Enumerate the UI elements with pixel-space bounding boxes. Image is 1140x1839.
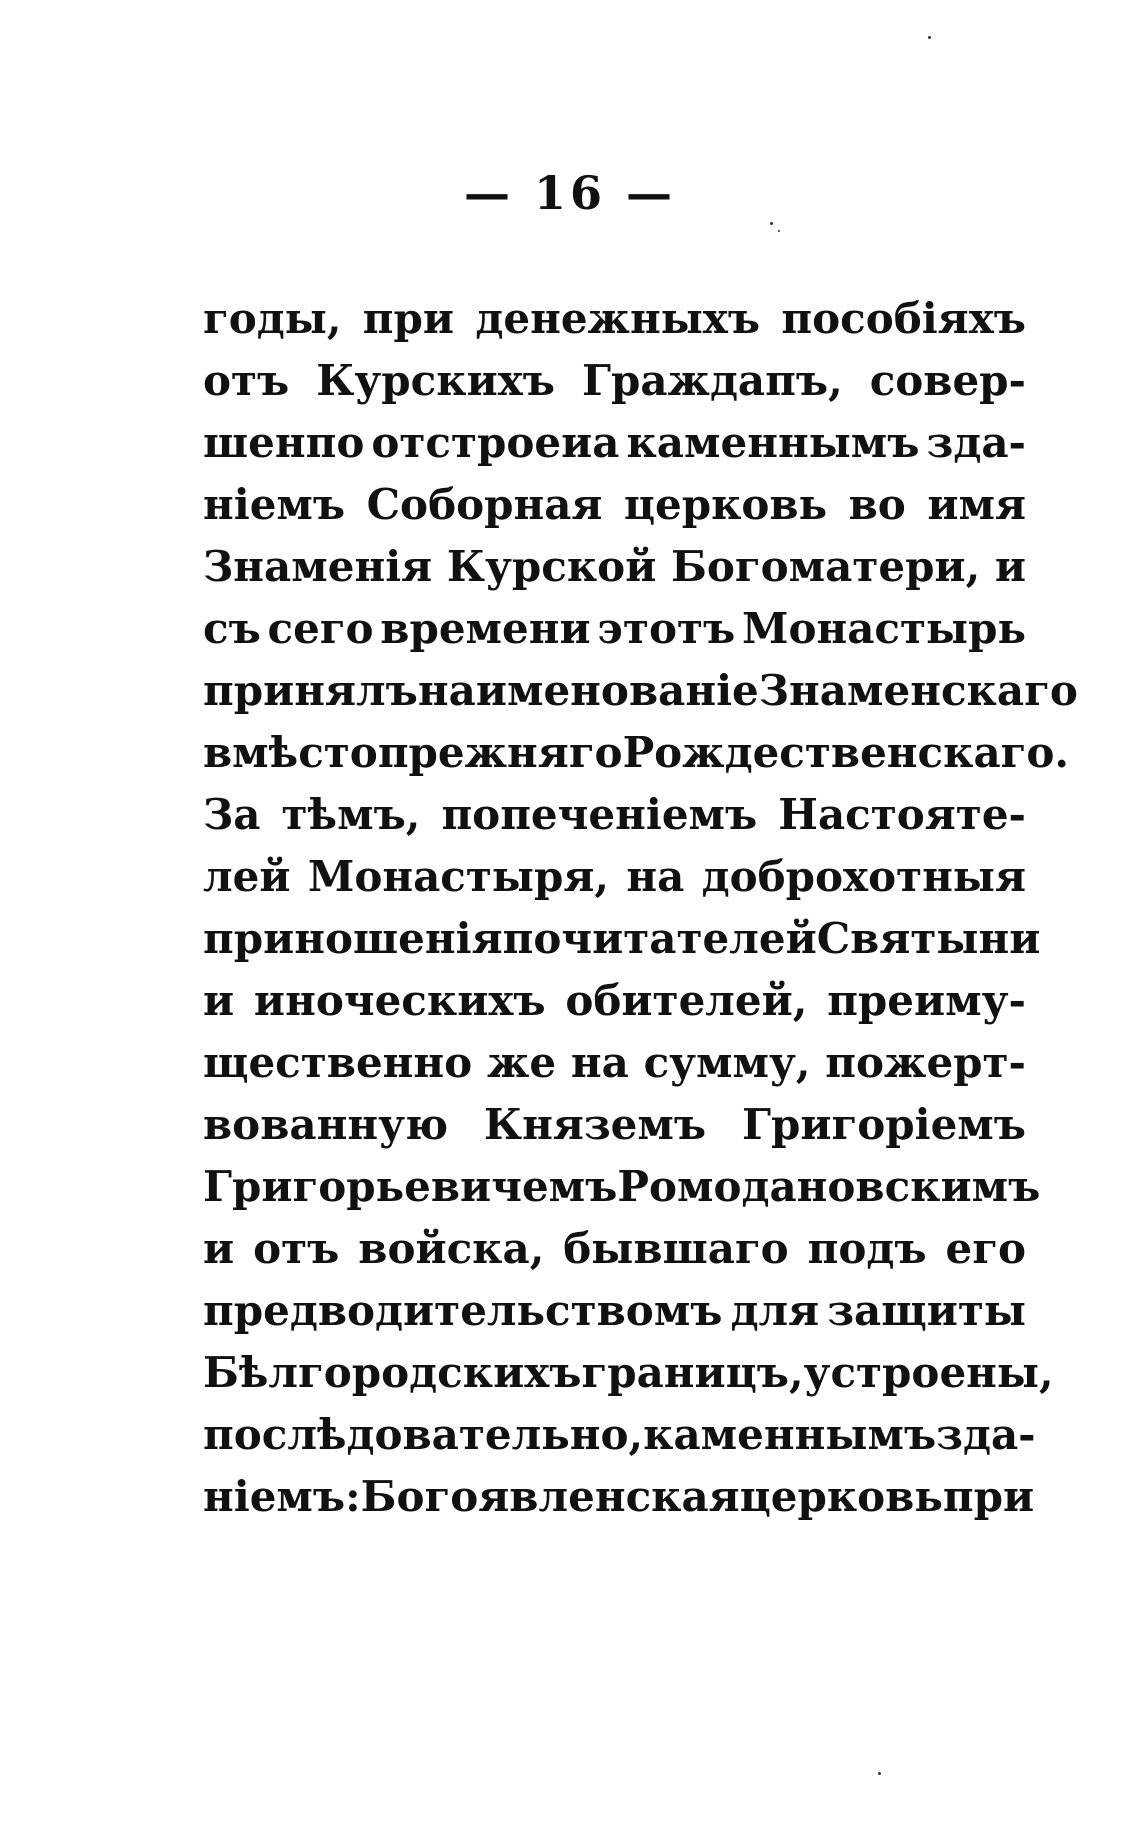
text-line (203, 1404, 1036, 1466)
word: каменнымъ (626, 418, 920, 467)
word: послѣдовательно, (203, 1410, 644, 1459)
word: тѣмъ, (281, 790, 421, 839)
word: Курской (446, 542, 657, 591)
word: вмѣсто (203, 728, 378, 777)
word: наименованіе (417, 666, 759, 715)
word: Соборная (366, 480, 603, 529)
word: денежныхъ (475, 294, 761, 343)
word: предводительствомъ (203, 1286, 723, 1335)
word: годы, (203, 294, 342, 343)
word: границъ, (581, 1348, 804, 1397)
word: съ (203, 604, 261, 653)
word: этотъ (597, 604, 736, 653)
word: бывшаго (563, 1224, 789, 1273)
word: Курскихъ (316, 356, 555, 405)
word: Григорьевичемъ (203, 1162, 618, 1211)
text-line (203, 660, 1078, 722)
word: Григоріемъ (741, 1100, 1026, 1149)
print-speck (928, 36, 931, 39)
word: пособіяхъ (781, 294, 1026, 343)
word: при (362, 294, 455, 343)
page-number: — 16 — (463, 166, 677, 220)
text-line (203, 846, 1026, 908)
word: Княземъ (483, 1100, 707, 1149)
word: ніемъ (203, 480, 346, 529)
text-line (203, 722, 1070, 784)
word: Настояте- (778, 790, 1026, 839)
word: вованную (203, 1100, 449, 1149)
text-line (203, 350, 1026, 412)
word: обителей, (565, 976, 808, 1025)
word: во (848, 480, 906, 529)
word: щественно (203, 1038, 473, 1087)
word: Рождественскаго. (622, 728, 1070, 777)
print-speck (878, 1772, 881, 1775)
text-line (203, 1218, 1026, 1280)
word: устроены, (803, 1348, 1054, 1397)
word: приношенія (203, 914, 503, 963)
word: церковь (623, 480, 828, 529)
word: Бѣлгородскихъ (203, 1348, 582, 1397)
word: преиму- (827, 976, 1026, 1025)
print-speck (778, 230, 780, 232)
word: при (942, 1472, 1035, 1521)
text-line (203, 970, 1026, 1032)
word: почитателей (502, 914, 817, 963)
word: сего (267, 604, 374, 653)
text-line (203, 412, 1026, 474)
text-line (203, 1032, 1026, 1094)
word: Богоматери, (670, 542, 981, 591)
word: подъ (807, 1224, 927, 1273)
word: прежняго (377, 728, 623, 777)
word: на (570, 1038, 629, 1087)
word: отъ (203, 356, 290, 405)
word: сумму, (643, 1038, 811, 1087)
word: лей (203, 852, 291, 901)
text-line (203, 474, 1026, 536)
word: на (626, 852, 685, 901)
word: ніемъ: (203, 1472, 361, 1521)
word: шенпо (203, 418, 365, 467)
word: пожерт- (825, 1038, 1026, 1087)
word: его (945, 1224, 1026, 1273)
word: Ромодановскимъ (617, 1162, 1041, 1211)
word: принялъ (203, 666, 418, 715)
word: За (203, 790, 261, 839)
print-speck (770, 222, 773, 225)
word: и (203, 1224, 235, 1273)
text-line (203, 536, 1026, 598)
word: каменнымъ (643, 1410, 937, 1459)
word: доброхотныя (701, 852, 1026, 901)
text-line (203, 288, 1026, 350)
word: Святыни (816, 914, 1041, 963)
word: отъ (253, 1224, 340, 1273)
word: совер- (869, 356, 1026, 405)
word: Знаменія (203, 542, 433, 591)
word: времени (380, 604, 591, 653)
word: отстроеиа (371, 418, 620, 467)
word: попеченіемъ (441, 790, 758, 839)
word: зда- (926, 418, 1026, 467)
text-line (203, 1094, 1026, 1156)
word: же (486, 1038, 557, 1087)
word: и (203, 976, 235, 1025)
text-line (203, 1280, 1026, 1342)
text-line (203, 1342, 1054, 1404)
word: Богоявленская (360, 1472, 740, 1521)
text-line (203, 1466, 1035, 1528)
word: и (994, 542, 1026, 591)
word: Монастыря, (307, 852, 610, 901)
word: иноческихъ (253, 976, 546, 1025)
text-line (203, 598, 1026, 660)
word: зда- (936, 1410, 1036, 1459)
word: Знаменскаго (758, 666, 1078, 715)
text-line (203, 908, 1041, 970)
body-text (203, 288, 1078, 1528)
text-line (203, 1156, 1041, 1218)
word: защиты (827, 1286, 1026, 1335)
word: Монастырь (741, 604, 1026, 653)
word: имя (927, 480, 1026, 529)
word: церковь (739, 1472, 943, 1521)
word: Граждапъ, (581, 356, 843, 405)
word: войска, (358, 1224, 545, 1273)
word: для (730, 1286, 820, 1335)
text-line (203, 784, 1026, 846)
